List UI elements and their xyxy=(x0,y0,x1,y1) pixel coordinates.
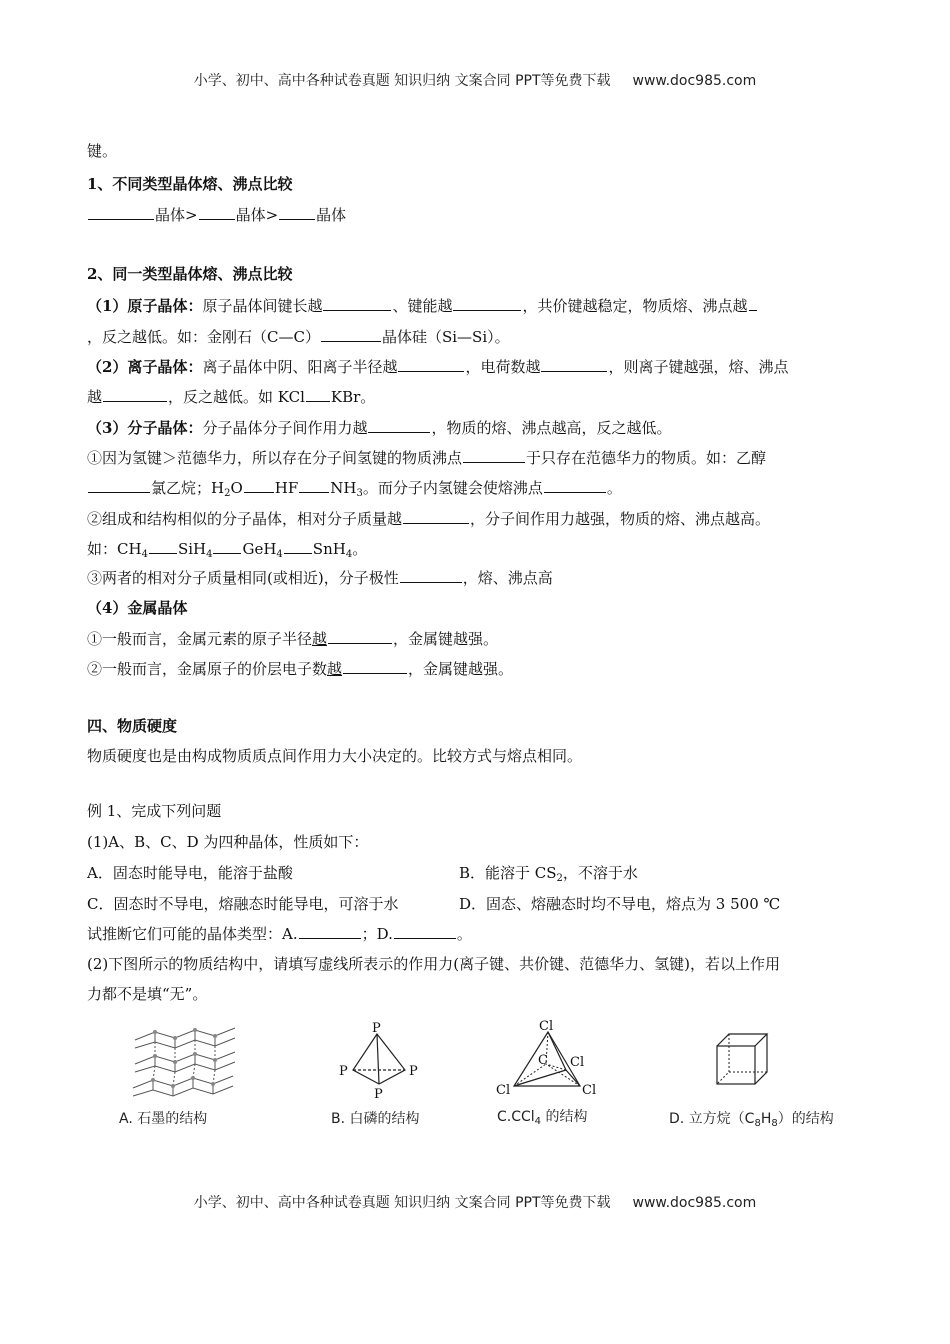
answer-blank[interactable] xyxy=(284,541,312,554)
answer-blank[interactable] xyxy=(88,480,150,493)
p-atom-label: P xyxy=(374,1087,383,1100)
footer-text: 小学、初中、高中各种试卷真题 知识归纳 文案合同 PPT等免费下载 xyxy=(193,1195,611,1211)
answer-blank[interactable] xyxy=(244,480,274,493)
answer-blank[interactable] xyxy=(541,359,607,372)
answer-blank[interactable] xyxy=(400,570,462,583)
answer-blank[interactable] xyxy=(199,207,235,220)
answer-blank[interactable] xyxy=(453,298,521,311)
text-line: 越 ，反之越低。如 KCl KBr。 xyxy=(87,388,376,406)
text-line: 氯乙烷；$H_2O$ HF $NH_3$。而分子内氢键会使熔沸点 。 xyxy=(87,477,622,498)
answer-blank[interactable] xyxy=(321,329,381,342)
figure-b-caption: B. 白磷的结构 xyxy=(331,1111,420,1127)
cubane-structure-diagram xyxy=(712,1026,772,1096)
cl-atom-label: Cl xyxy=(496,1083,511,1098)
text-line: 例 1、完成下列问题 xyxy=(87,802,222,820)
section-title: 四、物质硬度 xyxy=(87,717,178,735)
subsection-title: （4）金属晶体 xyxy=(87,599,188,617)
answer-blank[interactable] xyxy=(88,207,154,220)
answer-blank[interactable] xyxy=(103,389,167,402)
header-text: 小学、初中、高中各种试卷真题 知识归纳 文案合同 PPT等免费下载 xyxy=(193,73,611,89)
answer-blank[interactable] xyxy=(749,298,757,311)
section-title: 1、不同类型晶体熔、沸点比较 xyxy=(87,175,293,193)
header-url[interactable]: www.doc985.com xyxy=(632,73,757,89)
section-title: 2、同一类型晶体熔、沸点比较 xyxy=(87,265,293,283)
answer-blank[interactable] xyxy=(149,541,177,554)
cl-atom-label: Cl xyxy=(582,1083,597,1098)
cl-atom-label: Cl xyxy=(539,1020,554,1034)
text-line: 如：$CH_4$ SiH$_4$ GeH$_4$ SnH$_4$。 xyxy=(87,540,368,560)
answer-blank[interactable] xyxy=(323,298,391,311)
answer-blank[interactable] xyxy=(368,420,430,433)
answer-blank[interactable] xyxy=(403,511,469,524)
option-a: A．固态时能导电，能溶于盐酸 xyxy=(87,864,293,882)
page-footer xyxy=(0,1192,950,1212)
option-c: C．固态时不导电，熔融态时能导电，可溶于水 xyxy=(87,895,399,913)
p-atom-label: P xyxy=(409,1064,418,1079)
figure-c-caption: C.CCl$_4$ 的结构 xyxy=(497,1109,588,1127)
figure-a-caption: A. 石墨的结构 xyxy=(119,1111,208,1127)
option-d: D．固态、熔融态时均不导电，熔点为 3 500 ℃ xyxy=(459,895,781,913)
answer-blank[interactable] xyxy=(306,389,330,402)
text-line: ①一般而言，金属元素的原子半径越 ，金属键越强。 xyxy=(87,630,499,648)
text-line: ②一般而言，金属原子的价层电子数越 ，金属键越强。 xyxy=(87,660,514,678)
text-line: ②组成和结构相似的分子晶体，相对分子质量越 ，分子间作用力越强，物质的熔、沸点越高。 xyxy=(87,510,771,528)
text-line: 力都不是填“无”。 xyxy=(87,985,208,1003)
answer-blank[interactable] xyxy=(299,480,329,493)
answer-blank[interactable] xyxy=(463,450,525,463)
graphite-structure-diagram xyxy=(125,1020,245,1100)
text-line: （2）离子晶体：离子晶体中阴、阳离子半径越 ，电荷数越 ，则离子键越强，熔、沸点 xyxy=(87,358,789,376)
text-line: ①因为氢键＞范德华力，所以存在分子间氢键的物质沸点 于只存在范德华力的物质。如：乙醇 xyxy=(87,449,767,467)
footer-url[interactable]: www.doc985.com xyxy=(632,1195,757,1211)
answer-blank[interactable] xyxy=(328,631,392,644)
text-line: (2)下图所示的物质结构中，请填写虚线所表示的作用力(离子键、共价键、范德华力、氢键)，若以上作用 xyxy=(87,955,780,973)
text-line: 试推断它们可能的晶体类型：A. ；D. 。 xyxy=(87,925,472,943)
text-line: (1)A、B、C、D 为四种晶体，性质如下： xyxy=(87,833,369,851)
text-line: 物质硬度也是由构成物质质点间作用力大小决定的。比较方式与熔点相同。 xyxy=(87,747,583,765)
text-line: （1）原子晶体：原子晶体间键长越 、键能越 ，共价键越稳定，物质熔、沸点越 xyxy=(87,295,758,316)
text-line: （3）分子晶体：分子晶体分子间作用力越 ，物质的熔、沸点越高，反之越低。 xyxy=(87,419,672,437)
option-b: B．能溶于 $CS_2$，不溶于水 xyxy=(459,864,638,884)
text-line: 键。 xyxy=(87,142,118,160)
answer-blank[interactable] xyxy=(213,541,241,554)
answer-blank[interactable] xyxy=(299,926,361,939)
answer-blank[interactable] xyxy=(279,207,315,220)
answer-blank[interactable] xyxy=(544,480,606,493)
structure-figures xyxy=(87,1020,867,1130)
figure-d-caption: D. 立方烷$(C_8H_8)$的结构 xyxy=(669,1111,834,1129)
p-atom-label: P xyxy=(372,1021,381,1036)
white-phosphorus-diagram xyxy=(335,1020,425,1100)
answer-blank[interactable] xyxy=(398,359,464,372)
c-atom-label: C xyxy=(538,1053,548,1068)
cl-atom-label: Cl xyxy=(570,1055,585,1070)
text-line: 晶体> 晶体> 晶体 xyxy=(87,204,346,225)
answer-blank[interactable] xyxy=(343,661,407,674)
answer-blank[interactable] xyxy=(394,926,456,939)
ccl4-structure-diagram xyxy=(492,1020,602,1100)
page-header xyxy=(0,70,950,90)
text-line: ，反之越低。如：金刚石（C—C） 晶体硅（Si—Si）。 xyxy=(87,328,510,346)
text-line: ③两者的相对分子质量相同(或相近)，分子极性 ，熔、沸点高 xyxy=(87,569,553,587)
p-atom-label: P xyxy=(339,1064,348,1079)
